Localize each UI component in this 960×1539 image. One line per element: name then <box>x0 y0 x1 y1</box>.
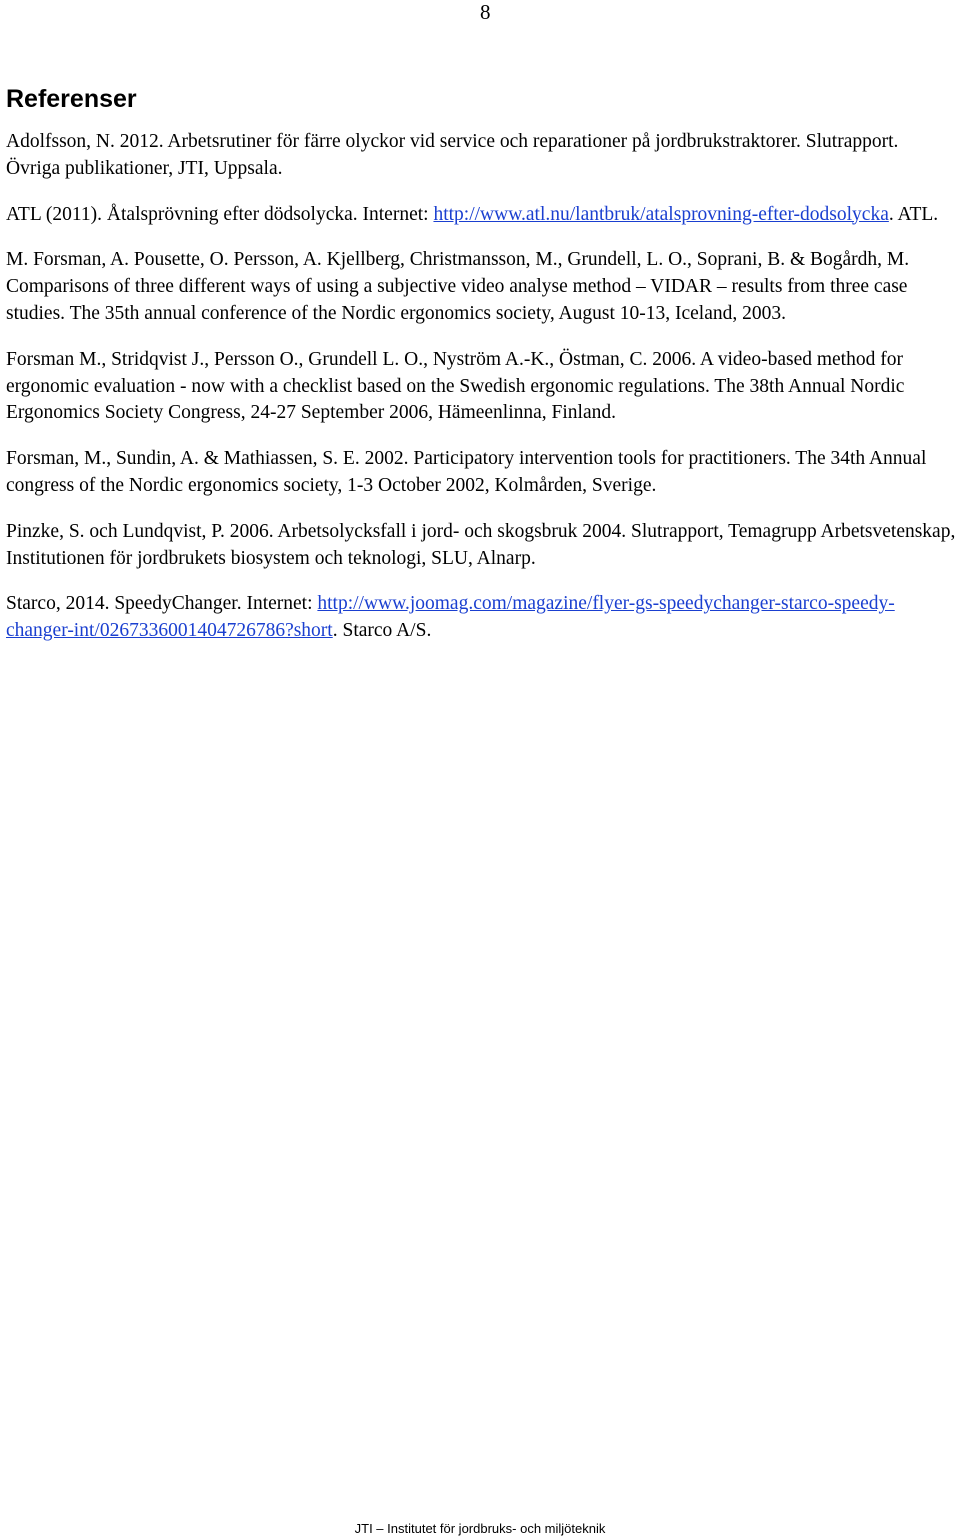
reference-pinzke-2006: Pinzke, S. och Lundqvist, P. 2006. Arbetsolycksfall i jord- och skogsbruk 2004. Slutrapport, Temagrupp Arbetsvetenskap, Institutionen för jordbrukets biosystem och teknologi, SLU, Alnarp. <box>6 520 956 569</box>
reference-atl-2011 <box>6 202 956 229</box>
reference-text: Starco, 2014. SpeedyChanger. Internet: <box>6 593 318 615</box>
reference-link-starco[interactable]: http://www.joomag.com/magazine/flyer-gs-speedychanger-starco-speedy-changer-int/0267336001404726786?short <box>6 593 895 642</box>
reference-list <box>6 129 956 664</box>
reference-text: . Starco A/S. <box>332 620 432 642</box>
reference-forsman-2006: Forsman M., Stridqvist J., Persson O., Grundell L. O., Nyström A.-K., Östman, C. 2006. A video-based method for ergonomic evaluation - now with a checklist based on the Swedish ergonomic regulations. The 38th Annual Nordic Ergonomics Society Congress, 24-27 September 2006, Hämeenlinna, Finland. <box>6 348 905 424</box>
reference-forsman-2002: Forsman, M., Sundin, A. & Mathiassen, S. E. 2002. Participatory intervention tools for practitioners. The 34th Annual congress of the Nordic ergonomics society, 1-3 October 2002, Kolmården, Sverige. <box>6 448 927 496</box>
reference-forsman-2003: M. Forsman, A. Pousette, O. Persson, A. Kjellberg, Christmansson, M., Grundell, L. O., Soprani, B. & Bogårdh, M. Comparisons of three different ways of using a subjective video analyse method – VIDAR – results from three case studies. The 35th annual conference of the Nordic ergonomics society, August 10-13, Iceland, 2003. <box>6 249 910 324</box>
reference-text: ATL (2011). Åtalsprövning efter dödsolycka. Internet: <box>6 203 434 225</box>
page-number: 8 <box>480 0 491 24</box>
reference-adolfsson-2012: Adolfsson, N. 2012. Arbetsrutiner för färre olyckor vid service och reparationer på jordbrukstraktorer. Slutrapport. Övriga publikationer, JTI, Uppsala. <box>6 131 899 179</box>
reference-link-atl[interactable]: http://www.atl.nu/lantbruk/atalsprovning-efter-dodsolycka <box>433 203 889 225</box>
page-footer: JTI – Institutet för jordbruks- och miljöteknik <box>354 1521 606 1536</box>
section-heading: Referenser <box>6 85 137 113</box>
reference-text: . ATL. <box>888 203 939 225</box>
reference-starco-2014 <box>6 591 956 645</box>
